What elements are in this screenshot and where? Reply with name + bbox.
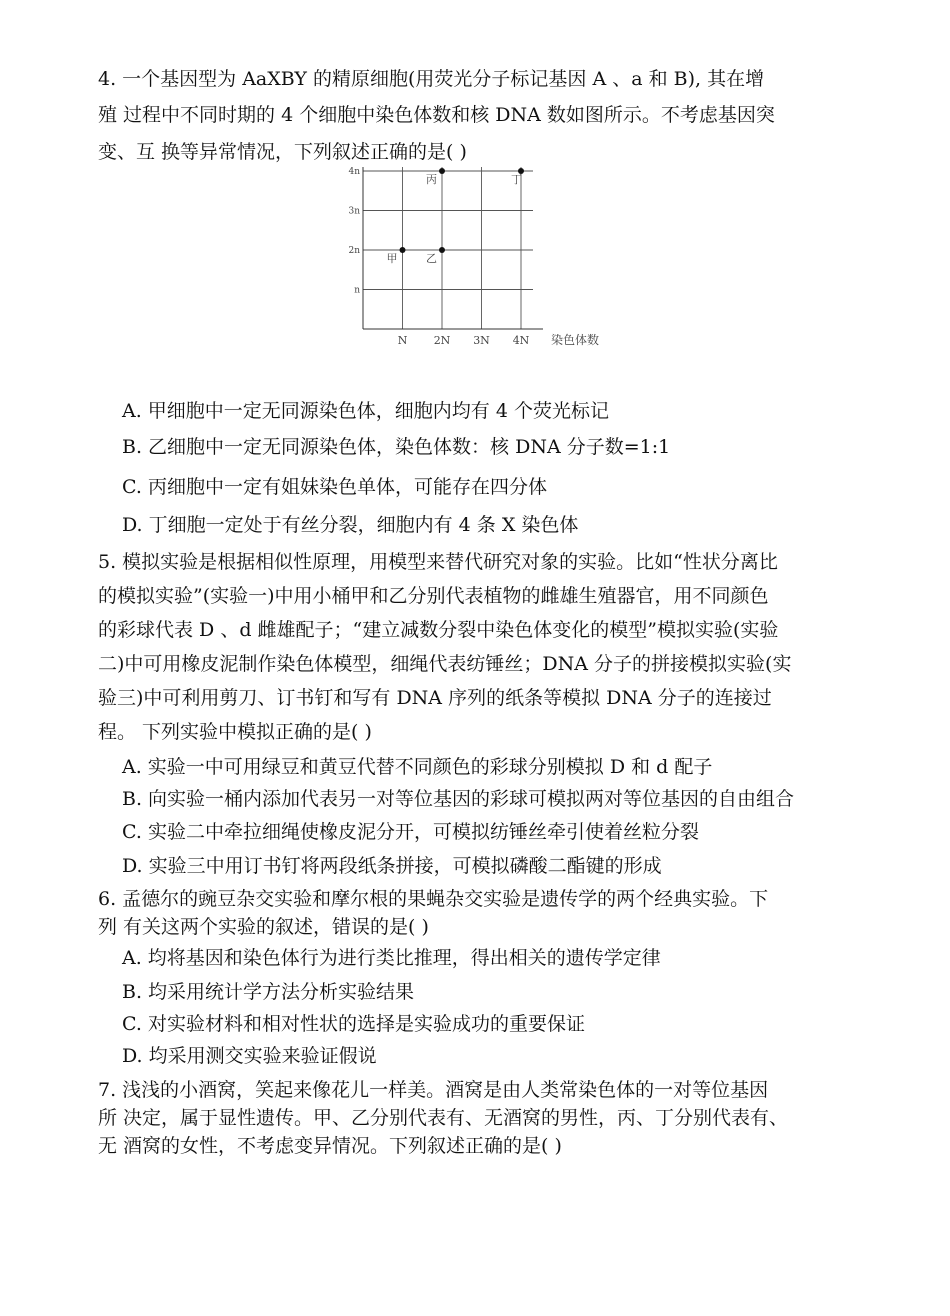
- x-tick-label: N: [397, 334, 408, 347]
- y-tick-label: 3n: [348, 206, 360, 217]
- chart-grid: [363, 167, 533, 329]
- y-tick-label: 2n: [348, 246, 360, 256]
- q5-stem-line-5: 验三)中可利用剪刀、订书钉和写有 DNA 序列的纸条等模拟 DNA 分子的连接过: [98, 687, 772, 709]
- chart-xlabel: 染色体数: [551, 333, 600, 347]
- q5-option-d: D. 实验三中用订书钉将两段纸条拼接，可模拟磷酸二酯键的形成: [122, 855, 662, 877]
- q6-option-d: D. 均采用测交实验来验证假说: [122, 1045, 377, 1067]
- chart-axes: [363, 167, 543, 329]
- data-point-label: 乙: [426, 252, 437, 265]
- q7-stem-line-2: 所 决定，属于显性遗传。甲、乙分别代表有、无酒窝的男性，丙、丁分别代表有、: [98, 1107, 789, 1129]
- q6-option-b: B. 均采用统计学方法分析实验结果: [122, 981, 415, 1003]
- q4-stem-line-3: 变、互 换等异常情况，下列叙述正确的是( ): [98, 141, 467, 163]
- data-point-label: 丁: [511, 173, 522, 186]
- q5-stem-line-1: 5. 模拟实验是根据相似性原理，用模型来替代研究对象的实验。比如“性状分离比: [98, 551, 778, 573]
- q6-stem-line-2: 列 有关这两个实验的叙述，错误的是( ): [98, 916, 429, 938]
- data-point-label: 甲: [386, 252, 398, 265]
- data-point: [400, 247, 406, 253]
- x-tick-label: 3N: [473, 334, 490, 347]
- q6-option-a: A. 均将基因和染色体行为进行类比推理，得出相关的遗传学定律: [122, 947, 661, 969]
- data-point-label: 丙: [426, 173, 437, 186]
- q5-option-a: A. 实验一中可用绿豆和黄豆代替不同颜色的彩球分别模拟 D 和 d 配子: [122, 756, 713, 778]
- y-tick-label: n: [354, 285, 360, 296]
- q4-chart: [340, 158, 640, 358]
- q7-stem-line-1: 7. 浅浅的小酒窝，笑起来像花儿一样美。酒窝是由人类常染色体的一对等位基因: [98, 1079, 769, 1101]
- data-point: [439, 168, 445, 174]
- q6-stem-line-1: 6. 孟德尔的豌豆杂交实验和摩尔根的果蝇杂交实验是遗传学的两个经典实验。下: [98, 888, 769, 910]
- q5-stem-line-4: 二)中可用橡皮泥制作染色体模型，细绳代表纺锤丝；DNA 分子的拼接模拟实验(实: [98, 653, 792, 675]
- q6-option-c: C. 对实验材料和相对性状的选择是实验成功的重要保证: [122, 1013, 585, 1035]
- q4-stem-line-2: 殖 过程中不同时期的 4 个细胞中染色体数和核 DNA 数如图所示。不考虑基因突: [98, 104, 775, 126]
- q4-stem-line-1: 4. 一个基因型为 AaXBY 的精原细胞(用荧光分子标记基因 A 、a 和 B), 其在增: [98, 68, 765, 90]
- x-tick-label: 4N: [512, 334, 530, 347]
- chart-ticks: [348, 167, 529, 347]
- x-tick-label: 2N: [433, 334, 451, 347]
- q5-option-b: B. 向实验一桶内添加代表另一对等位基因的彩球可模拟两对等位基因的自由组合: [122, 788, 795, 810]
- data-point: [439, 247, 445, 253]
- q4-option-d: D. 丁细胞一定处于有丝分裂，细胞内有 4 条 X 染色体: [122, 514, 579, 536]
- q5-stem-line-2: 的模拟实验”(实验一)中用小桶甲和乙分别代表植物的雌雄生殖器官，用不同颜色: [98, 585, 769, 607]
- q4-option-b: B. 乙细胞中一定无同源染色体，染色体数：核 DNA 分子数=1:1: [122, 436, 671, 458]
- q5-option-c: C. 实验二中牵拉细绳使橡皮泥分开，可模拟纺锤丝牵引使着丝粒分裂: [122, 821, 699, 843]
- q4-option-a: A. 甲细胞中一定无同源染色体，细胞内均有 4 个荧光标记: [122, 400, 609, 422]
- q4-option-c: C. 丙细胞中一定有姐妹染色单体，可能存在四分体: [122, 476, 547, 498]
- q5-stem-line-6: 程。 下列实验中模拟正确的是( ): [98, 721, 372, 743]
- y-tick-label: 4n: [348, 167, 360, 177]
- q7-stem-line-3: 无 酒窝的女性，不考虑变异情况。下列叙述正确的是( ): [98, 1135, 562, 1157]
- q5-stem-line-3: 的彩球代表 D 、d 雌雄配子；“建立减数分裂中染色体变化的模型”模拟实验(实验: [98, 619, 779, 641]
